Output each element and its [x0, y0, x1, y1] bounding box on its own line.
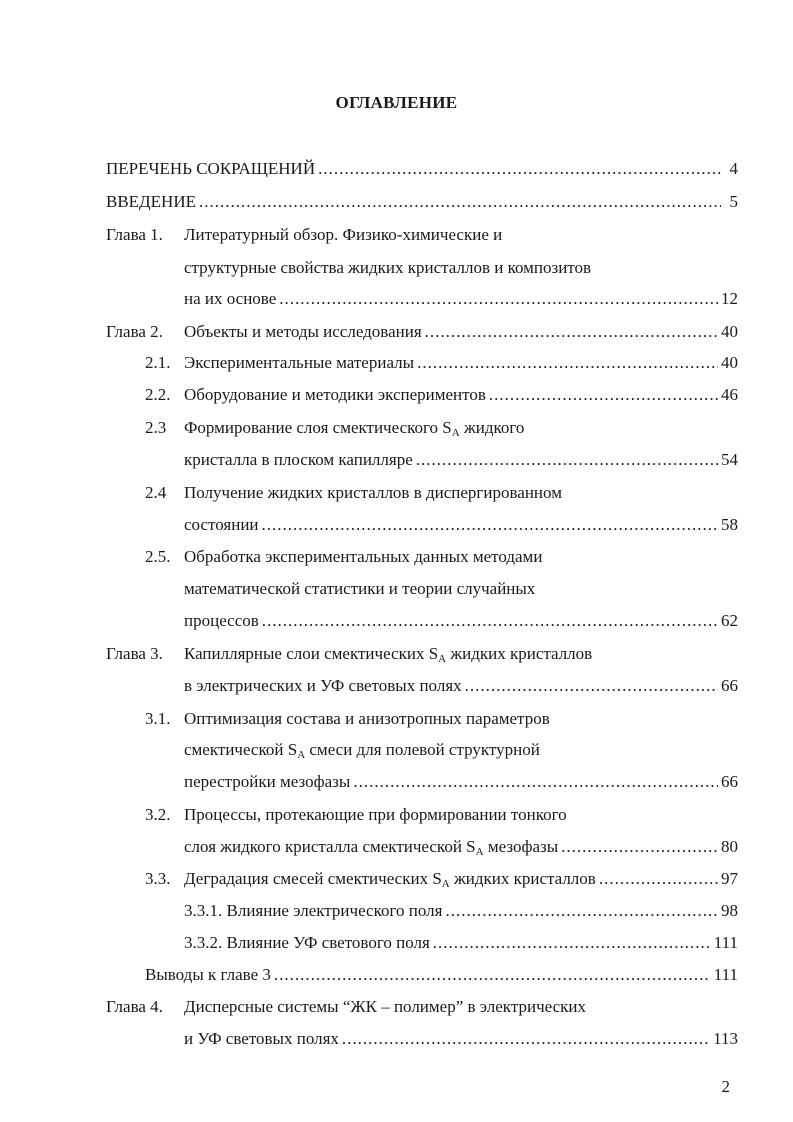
toc-entry-text: Экспериментальные материалы	[184, 353, 415, 372]
toc-entry-section-2-5-line-1[interactable]	[184, 547, 738, 569]
toc-entry-text: Получение жидких кристаллов в диспергированном	[184, 483, 562, 502]
toc-entry-text: Дисперсные системы “ЖК – полимер” в электрических	[184, 997, 586, 1016]
toc-entry-text: Литературный обзор. Физико-химические и	[184, 225, 503, 244]
toc-entry-section-3-2-line-1[interactable]	[184, 805, 738, 827]
toc-page-number: 66	[721, 676, 738, 695]
toc-entry-text: Оптимизация состава и анизотропных параметров	[184, 709, 550, 728]
leader-dots	[279, 289, 718, 309]
toc-entry-section-2-3-line-2[interactable]	[184, 450, 738, 472]
toc-page-number: 113	[713, 1029, 738, 1048]
section-number: 2.1.	[145, 353, 171, 372]
leader-dots	[425, 322, 718, 342]
toc-entry-text: Обработка экспериментальных данных методами	[184, 547, 543, 566]
toc-page-number: 40	[721, 322, 738, 341]
toc-heading: ОГЛАВЛЕНИЕ	[335, 93, 458, 112]
chapter-label: Глава 4.	[106, 997, 163, 1016]
toc-entry-chapter-1-line-1[interactable]	[184, 225, 738, 247]
toc-page-number: 80	[721, 837, 738, 856]
leader-dots	[262, 515, 718, 535]
toc-entry-text: 3.3.1. Влияние электрического поля	[184, 901, 443, 920]
leader-dots	[274, 965, 711, 985]
toc-entry-section-2-4-line-2[interactable]	[184, 515, 738, 537]
toc-entry-chapter-3-line-1[interactable]	[184, 644, 738, 666]
toc-entry-chapter-1-line-3[interactable]	[184, 289, 738, 311]
toc-entry-text: перестройки мезофазы	[184, 772, 351, 791]
toc-entry-section-2-5-line-3[interactable]	[184, 611, 738, 633]
subscript: A	[441, 878, 450, 890]
toc-page-number: 5	[729, 192, 738, 211]
toc-page-number: 54	[721, 450, 738, 469]
toc-entry-section-2-3-line-1[interactable]	[184, 418, 738, 440]
toc-entry-text: Объекты и методы исследования	[184, 322, 422, 341]
toc-entry-text: Капиллярные слои смектических $S_A$ жидких кристаллов	[184, 644, 593, 665]
leader-dots	[416, 450, 718, 470]
toc-entry-text: структурные свойства жидких кристаллов и композитов	[184, 258, 592, 277]
chapter-label: Глава 3.	[106, 644, 163, 663]
subscript: A	[451, 427, 460, 439]
section-number: 2.2.	[145, 385, 171, 404]
toc-entry-text: ПЕРЕЧЕНЬ СОКРАЩЕНИЙ	[106, 159, 316, 178]
toc-entry-text: слоя жидкого кристалла смектической $S_A$ мезофазы	[184, 837, 559, 858]
leader-dots	[465, 676, 718, 696]
subscript: A	[438, 653, 447, 665]
toc-entry-section-2-1[interactable]	[184, 353, 738, 375]
toc-entry-text: Формирование слоя смектического $S_A$ жидкого	[184, 418, 525, 439]
section-number: 3.3.	[145, 869, 171, 888]
toc-page-number: 98	[721, 901, 738, 920]
toc-entry-chapter-1-line-2[interactable]	[184, 258, 738, 280]
toc-page-number: 58	[721, 515, 738, 534]
toc-entry-chapter-3-conclusions[interactable]	[145, 965, 738, 987]
leader-dots	[445, 901, 718, 921]
toc-entry-text: Оборудование и методики экспериментов	[184, 385, 486, 404]
chapter-label: Глава 1.	[106, 225, 163, 244]
toc-entry-text: математической статистики и теории случайных	[184, 579, 536, 598]
section-number: 2.3	[145, 418, 167, 437]
section-number: 3.1.	[145, 709, 171, 728]
leader-dots	[353, 772, 718, 792]
toc-entry-chapter-4-line-2[interactable]	[184, 1029, 738, 1051]
toc-entry-text: смектической $S_A$ смеси для полевой структурной	[184, 740, 540, 761]
toc-entry-section-3-3-2[interactable]	[184, 933, 738, 955]
toc-entry-text: и УФ световых полях	[184, 1029, 339, 1048]
toc-entry-introduction[interactable]	[106, 192, 738, 214]
toc-entry-text: 3.3.2. Влияние УФ светового поля	[184, 933, 430, 952]
toc-entry-section-2-4-line-1[interactable]	[184, 483, 738, 505]
toc-entry-text: состоянии	[184, 515, 259, 534]
toc-entry-section-3-1-line-2[interactable]	[184, 740, 738, 762]
toc-page-number: 97	[721, 869, 738, 888]
leader-dots	[561, 837, 718, 857]
toc-page-number: 66	[721, 772, 738, 791]
leader-dots	[262, 611, 718, 631]
toc-entry-text: на их основе	[184, 289, 277, 308]
section-number: 2.4	[145, 483, 167, 502]
toc-entry-text: кристалла в плоском капилляре	[184, 450, 413, 469]
toc-page-number: 46	[721, 385, 738, 404]
toc-page-number: 12	[721, 289, 738, 308]
subscript: A	[475, 846, 484, 858]
section-number: 2.5.	[145, 547, 171, 566]
toc-entry-section-2-2[interactable]	[184, 385, 738, 407]
toc-page-number: 111	[713, 933, 738, 952]
toc-entry-chapter-3-line-2[interactable]	[184, 676, 738, 698]
toc-entry-abbreviations[interactable]	[106, 159, 738, 181]
toc-entry-text: в электрических и УФ световых полях	[184, 676, 462, 695]
leader-dots	[489, 385, 718, 405]
toc-entry-section-3-2-line-2[interactable]	[184, 837, 738, 859]
page-number: 2	[721, 1077, 730, 1096]
leader-dots	[342, 1029, 710, 1049]
toc-entry-text: Выводы к главе 3	[145, 965, 271, 984]
toc-entry-section-3-1-line-3[interactable]	[184, 772, 738, 794]
toc-page-number: 40	[721, 353, 738, 372]
toc-entry-text: ВВЕДЕНИЕ	[106, 192, 196, 211]
toc-entry-text: Процессы, протекающие при формировании тонкого	[184, 805, 567, 824]
toc-page-number: 111	[713, 965, 738, 984]
toc-page-number: 62	[721, 611, 738, 630]
toc-entry-section-2-5-line-2[interactable]	[184, 579, 738, 601]
chapter-label: Глава 2.	[106, 322, 163, 341]
leader-dots	[318, 159, 721, 179]
leader-dots	[433, 933, 711, 953]
toc-entry-section-3-3[interactable]	[184, 869, 738, 891]
leader-dots	[599, 869, 718, 889]
toc-page-number: 4	[729, 159, 738, 178]
toc-entry-chapter-4-line-1[interactable]	[184, 997, 738, 1019]
leader-dots	[199, 192, 721, 212]
toc-entry-section-3-1-line-1[interactable]	[184, 709, 738, 731]
section-number: 3.2.	[145, 805, 171, 824]
toc-entry-chapter-2[interactable]	[184, 322, 738, 344]
leader-dots	[417, 353, 718, 373]
toc-entry-text: процессов	[184, 611, 259, 630]
toc-entry-section-3-3-1[interactable]	[184, 901, 738, 923]
subscript: A	[297, 749, 306, 761]
toc-entry-text: Деградация смесей смектических $S_A$ жидких кристаллов	[184, 869, 596, 890]
